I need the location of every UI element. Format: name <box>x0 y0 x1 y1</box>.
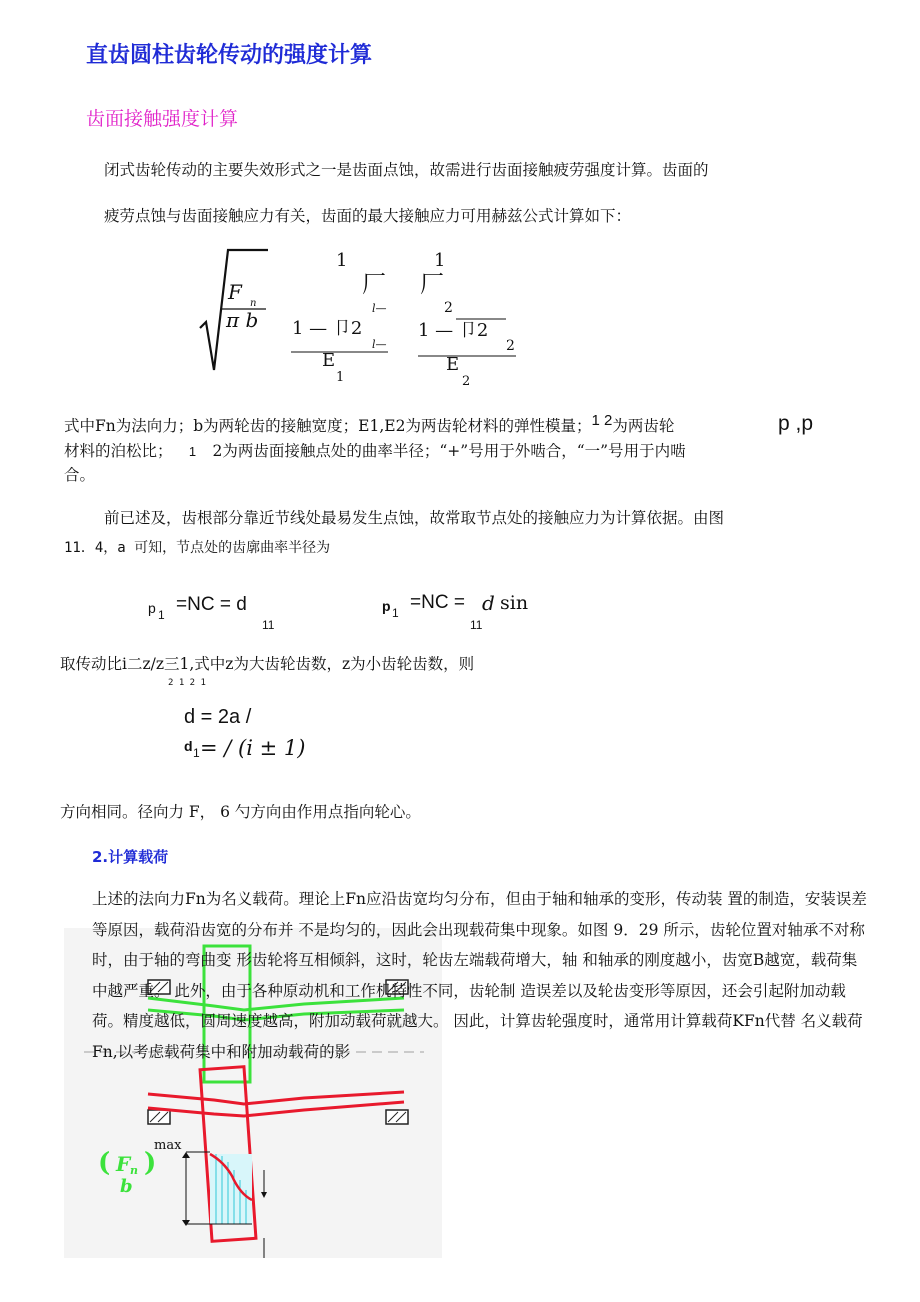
formula-E2: E <box>446 354 460 375</box>
pitch-formula-p1-left-sub: 1 <box>158 608 165 622</box>
formula-mid-1: 1 — 卩2 <box>292 318 363 339</box>
formula-mid-2: 1 — 卩2 <box>418 320 489 341</box>
figure-paren-right: ) <box>144 1148 157 1178</box>
section-title-contact-strength: 齿面接触强度计算 <box>86 108 239 130</box>
symbols-line-1b: 为两齿轮 <box>612 417 675 435</box>
pitch-line-2: 11．4，a 可知，节点处的齿廓曲率半径为 <box>64 540 331 556</box>
pitch-formula-right-expr: =NC = <box>410 592 465 613</box>
pitch-line-1: 前已述及，齿根部分靠近节线处最易发生点蚀，故常取节点处的接触应力为计算依据。由图 <box>104 509 725 527</box>
formula-l-2: l— <box>372 338 387 351</box>
symbols-sup-12: 1 2 <box>591 412 613 429</box>
symbols-one: 1 <box>188 444 197 459</box>
formula-E1: E <box>322 350 336 371</box>
formula-two-b: 2 <box>506 338 515 354</box>
formula-num-2: 1 <box>434 250 446 271</box>
figure-fn: F <box>116 1152 131 1176</box>
formula-n: n <box>250 298 257 309</box>
figure-paren-left: ( <box>98 1148 111 1178</box>
pitch-formula-left-expr: =NC = d <box>176 594 247 615</box>
direction-line: 方向相同。径向力 F， 6 勺方向由作用点指向轮心。 <box>60 803 421 821</box>
pitch-formula-p1-right-sub: 1 <box>392 606 399 620</box>
ratio-formula-d1-sub: 1 <box>193 746 200 760</box>
ratio-line: 取传动比i二z/z三1,式中z为大齿轮齿数，z为小齿轮齿数，则 <box>60 655 475 673</box>
pitch-formula-p1-left: p <box>148 600 156 616</box>
formula-two-a: 2 <box>444 300 453 316</box>
symbols-line-1a: 式中Fn为法向力；b为两轮齿的接触宽度；E1,E2为两齿轮材料的弹性模量； <box>64 417 592 435</box>
ratio-formula-d1: d <box>184 738 193 754</box>
symbols-pp: p ,p <box>778 412 814 435</box>
formula-num-1: 1 <box>336 250 348 271</box>
figure-fn-sub: n <box>130 1164 138 1177</box>
figure-max: max <box>154 1138 182 1153</box>
formula-bar-2: 厂 <box>420 270 444 298</box>
symbols-line-2a: 材料的泊松比； <box>64 442 173 460</box>
intro-line-2: 疲劳点蚀与齿面接触应力有关，齿面的最大接触应力可用赫兹公式计算如下： <box>104 207 632 225</box>
formula-bar-1: 厂 <box>362 270 386 298</box>
page-title: 直齿圆柱齿轮传动的强度计算 <box>86 43 373 68</box>
pitch-formula-right-sin: sin <box>500 592 529 614</box>
pitch-formula-left-sub: 11 <box>262 618 275 632</box>
symbols-line-2 <box>64 441 686 462</box>
pitch-formula-right-d: d <box>482 591 495 615</box>
pitch-formula-right-sub: 11 <box>470 618 483 632</box>
load-paragraph: 上述的法向力Fn为名义载荷。理论上Fn应沿齿宽均匀分布，但由于轴和轴承的变形，传动装 置的制造，安装误差等原因，载荷沿齿宽的分布并 不是均匀的，因此会出现载荷集中现象。如图 9．29 所示，齿轮位置对轴承不对称时，由于轴的弯曲变 形齿轮将互相倾斜，这时，轮齿左端载荷增大，轴 和轴承的刚度越小，齿宽B越宽，载荷集中越严重。 此外，由于各种原动机和工作机特性不同，齿轮制 造误差以及轮齿变形等原因，还会引起附加动载 荷。精度越低，圆周速度越高，附加动载荷就越大。 因此，计算齿轮强度时，通常用计算载荷KFn代替 名义载荷Fn,以考虑载荷集中和附加动载荷的影 <box>92 890 867 1061</box>
formula-F: F <box>228 280 242 304</box>
ratio-formula-line-2: = / (i ± 1) <box>200 736 306 760</box>
symbols-line-3: 合。 <box>64 466 96 484</box>
symbols-line-2b: 2为两齿面接触点处的曲率半径；“+”号用于外啮合，“一”号用于内啮 <box>212 442 686 460</box>
formula-pi-b: π b <box>226 308 259 332</box>
pitch-formula-p1-right: p <box>382 598 391 614</box>
formula-E1-sub: 1 <box>336 370 345 385</box>
formula-l-1: l— <box>372 302 387 315</box>
formula-E2-sub: 2 <box>462 374 471 389</box>
hertz-formula <box>198 244 538 394</box>
intro-line-1: 闭式齿轮传动的主要失效形式之一是齿面点蚀，故需进行齿面接触疲劳强度计算。齿面的 <box>104 161 709 179</box>
figure-b: b <box>120 1176 133 1197</box>
symbols-line-1 <box>64 412 675 437</box>
section-title-load: 2.计算载荷 <box>92 848 169 866</box>
ratio-subs: 2 1 2 1 <box>168 678 206 688</box>
ratio-formula-line-1: d = 2a / <box>184 706 252 728</box>
